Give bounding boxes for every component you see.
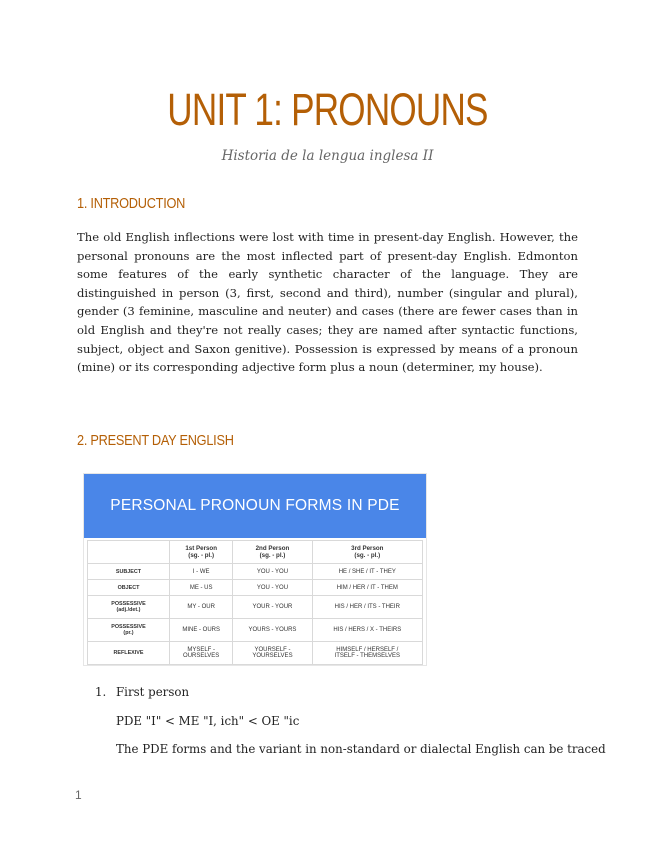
row-label-possessive-pr-main: POSSESSIVE (111, 624, 146, 630)
cell-possessive-pr-second: YOURS - YOURS (233, 619, 312, 642)
cell-object-first: ME - US (170, 580, 233, 596)
cell-possessive-pr-first: MINE - OURS (170, 619, 233, 642)
cell-reflexive-second-sg: YOURSELF - (254, 647, 291, 653)
cell-reflexive-third-pl: ITSELF - THEMSELVES (334, 653, 401, 659)
table-corner-cell (88, 541, 170, 564)
page-title: UNIT 1: PRONOUNS (167, 84, 488, 135)
header-third-person-number: (sg. - pl.) (354, 552, 381, 559)
figure-banner-title: PERSONAL PRONOUN FORMS IN PDE (84, 474, 426, 538)
introduction-paragraph: The old English inflections were lost with time in present-day English. However, the personal pronouns are the most inflected part of present-day English. Edmonton some features of the early synthetic character of the language. They are distinguished in person (3, first, second and third), number (singular and plural), gender (3 feminine, masculine and neuter) and cases (there are fewer cases than in old English and they're not really cases; they are named after syntactic functions, subject, object and Saxon genitive). Possession is expressed by means of a pronoun (mine) or its corresponding adjective form plus a noun (determiner, my house). (77, 230, 578, 375)
cell-reflexive-second-pl: YOURSELVES (252, 653, 293, 659)
pronoun-table (87, 540, 423, 665)
page-subtitle: Historia de la lengua inglesa II (221, 148, 434, 164)
row-label-possessive-adj (88, 596, 170, 619)
table-header-row (88, 541, 423, 564)
pronoun-forms-figure (83, 473, 427, 666)
header-first-person-number: (sg. - pl.) (188, 552, 215, 559)
table-row (88, 580, 423, 596)
header-first-person (170, 541, 233, 564)
cell-reflexive-first-pl: OURSELVES (183, 653, 220, 659)
cell-subject-first: I - WE (170, 564, 233, 580)
cell-object-third: HIM / HER / IT - THEM (312, 580, 422, 596)
row-label-subject: SUBJECT (88, 564, 170, 580)
table-row (88, 642, 423, 665)
header-first-person-label: 1st Person (185, 545, 217, 552)
cell-possessive-adj-first: MY - OUR (170, 596, 233, 619)
cell-possessive-adj-second: YOUR - YOUR (233, 596, 312, 619)
list-item-number: 1. (95, 685, 107, 699)
cell-possessive-pr-third: HIS / HERS / X - THEIRS (312, 619, 422, 642)
cell-subject-second: YOU - YOU (233, 564, 312, 580)
row-label-reflexive: REFLEXIVE (88, 642, 170, 665)
section-heading-introduction: 1. INTRODUCTION (77, 195, 186, 212)
row-label-possessive-pr-sub: (pr.) (123, 630, 134, 636)
cell-subject-third: HE / SHE / IT - THEY (312, 564, 422, 580)
list-item-body-text: The PDE forms and the variant in non-standard or dialectal English can be traced (116, 742, 606, 756)
cell-possessive-adj-third: HIS / HER / ITS - THEIR (312, 596, 422, 619)
cell-reflexive-third (312, 642, 422, 665)
header-third-person (312, 541, 422, 564)
cell-reflexive-third-sg: HIMSELF / HERSELF / (336, 647, 399, 653)
header-second-person-label: 2nd Person (255, 545, 290, 552)
row-label-object: OBJECT (88, 580, 170, 596)
section-heading-present-day-english: 2. PRESENT DAY ENGLISH (77, 432, 234, 449)
cell-reflexive-first-sg: MYSELF - (187, 647, 215, 653)
page-number: 1 (75, 788, 82, 802)
list-item-title: First person (116, 685, 190, 699)
cell-reflexive-first (170, 642, 233, 665)
etymology-line: PDE "I" < ME "I, ich" < OE "ic (116, 714, 300, 728)
table-row (88, 596, 423, 619)
table-row (88, 619, 423, 642)
table-row (88, 564, 423, 580)
row-label-possessive-pr (88, 619, 170, 642)
header-second-person (233, 541, 312, 564)
header-second-person-number: (sg. - pl.) (259, 552, 286, 559)
header-third-person-label: 3rd Person (351, 545, 384, 552)
row-label-possessive-adj-main: POSSESSIVE (111, 601, 146, 607)
row-label-possessive-adj-sub: (adj./det.) (116, 607, 141, 613)
cell-reflexive-second (233, 642, 312, 665)
cell-object-second: YOU - YOU (233, 580, 312, 596)
